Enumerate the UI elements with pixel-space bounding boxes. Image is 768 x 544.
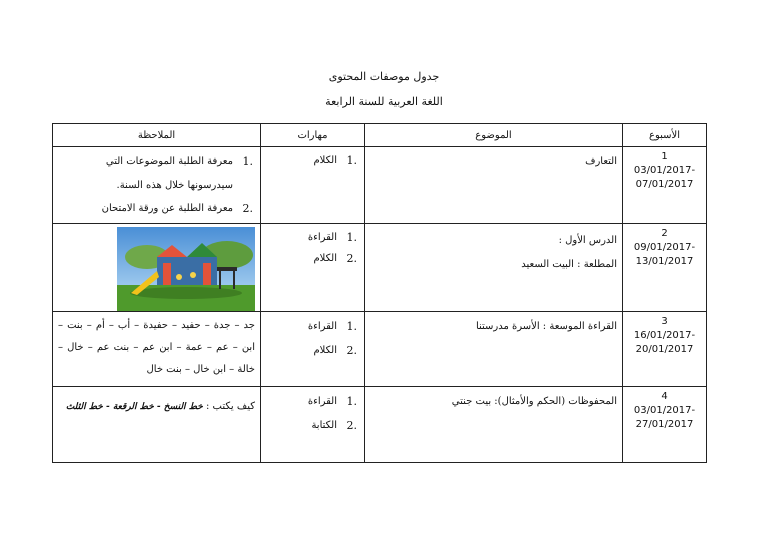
skill-item: 2. الكتابة	[311, 419, 357, 432]
skills-list	[266, 227, 359, 269]
notes-list	[58, 150, 255, 220]
week-date-to: 20/01/2017	[635, 344, 694, 355]
topic-cell	[365, 312, 623, 387]
column-header-skills: مهارات	[261, 124, 365, 147]
week-number: 3	[661, 316, 668, 327]
skills-list	[266, 150, 359, 171]
script-question: كيف يكتب :	[206, 401, 255, 412]
topic-line: الدرس الأول :	[558, 235, 617, 246]
table-row	[53, 224, 707, 312]
week-date-to: 13/01/2017	[635, 256, 694, 267]
topic-line: التعارف	[585, 156, 617, 167]
skill-item: 2. الكلام	[313, 252, 357, 265]
topic-cell	[365, 147, 623, 224]
topic-cell	[365, 224, 623, 312]
skill-item: 1. القراءة	[307, 231, 357, 244]
notes-cell	[53, 312, 261, 387]
topic-cell	[365, 387, 623, 463]
topic-line: المطلعة : البيت السعيد	[521, 259, 617, 270]
calligraphy-styles: خط النسخ - خط الرقعة - خط الثلث	[65, 402, 203, 412]
table-row	[53, 147, 707, 224]
content-table	[52, 123, 707, 463]
week-cell	[623, 312, 707, 387]
skills-list	[266, 390, 359, 438]
week-cell	[623, 147, 707, 224]
skills-cell	[261, 312, 365, 387]
skill-item: 1. القراءة	[307, 320, 357, 333]
column-header-topic: الموضوع	[365, 124, 623, 147]
column-header-week: الأسبوع	[623, 124, 707, 147]
table-row	[53, 387, 707, 463]
table-header-row	[53, 124, 707, 147]
note-item: 2. معرفة الطلبة عن ورقة الامتحان	[101, 202, 253, 215]
family-words: جد – جدة – حفيد – حفيدة – أب – أم – بنت – ابن – عم – عمة – ابن عم – بنت عم – خال – خالة – ابن خال – بنت خال	[58, 320, 255, 375]
topic-line: القراءة الموسعة : الأسرة مدرستنا	[475, 321, 617, 332]
week-date-to: 27/01/2017	[635, 419, 694, 430]
week-number: 1	[661, 151, 668, 162]
week-number: 4	[661, 391, 668, 402]
skill-item: 1. الكلام	[313, 154, 357, 167]
skills-cell	[261, 387, 365, 463]
skills-cell	[261, 224, 365, 312]
note-item: 1. معرفة الطلبة الموضوعات التي سيدرسونها خلال هذه السنة.	[105, 155, 253, 191]
document-subtitle: اللغة العربية للسنة الرابعة	[325, 95, 443, 108]
table-row	[53, 312, 707, 387]
week-cell	[623, 224, 707, 312]
week-date-from: 03/01/2017-	[633, 165, 696, 176]
document-title: جدول موصفات المحتوى	[328, 70, 440, 83]
week-cell	[623, 387, 707, 463]
skill-item: 2. الكلام	[313, 344, 357, 357]
skills-list	[266, 315, 359, 363]
skills-cell	[261, 147, 365, 224]
week-date-from: 16/01/2017-	[633, 330, 696, 341]
week-date-from: 09/01/2017-	[633, 242, 696, 253]
week-date-from: 03/01/2017-	[633, 405, 696, 416]
skill-item: 1. القراءة	[307, 395, 357, 408]
notes-cell	[53, 387, 261, 463]
week-date-to: 07/01/2017	[635, 179, 694, 190]
topic-line: المحفوظات (الحكم والأمثال): بيت جنتي	[451, 396, 617, 407]
week-number: 2	[661, 228, 668, 239]
playground-image	[117, 227, 255, 311]
notes-cell	[53, 224, 261, 312]
notes-cell	[53, 147, 261, 224]
column-header-notes: الملاحظة	[53, 124, 261, 147]
